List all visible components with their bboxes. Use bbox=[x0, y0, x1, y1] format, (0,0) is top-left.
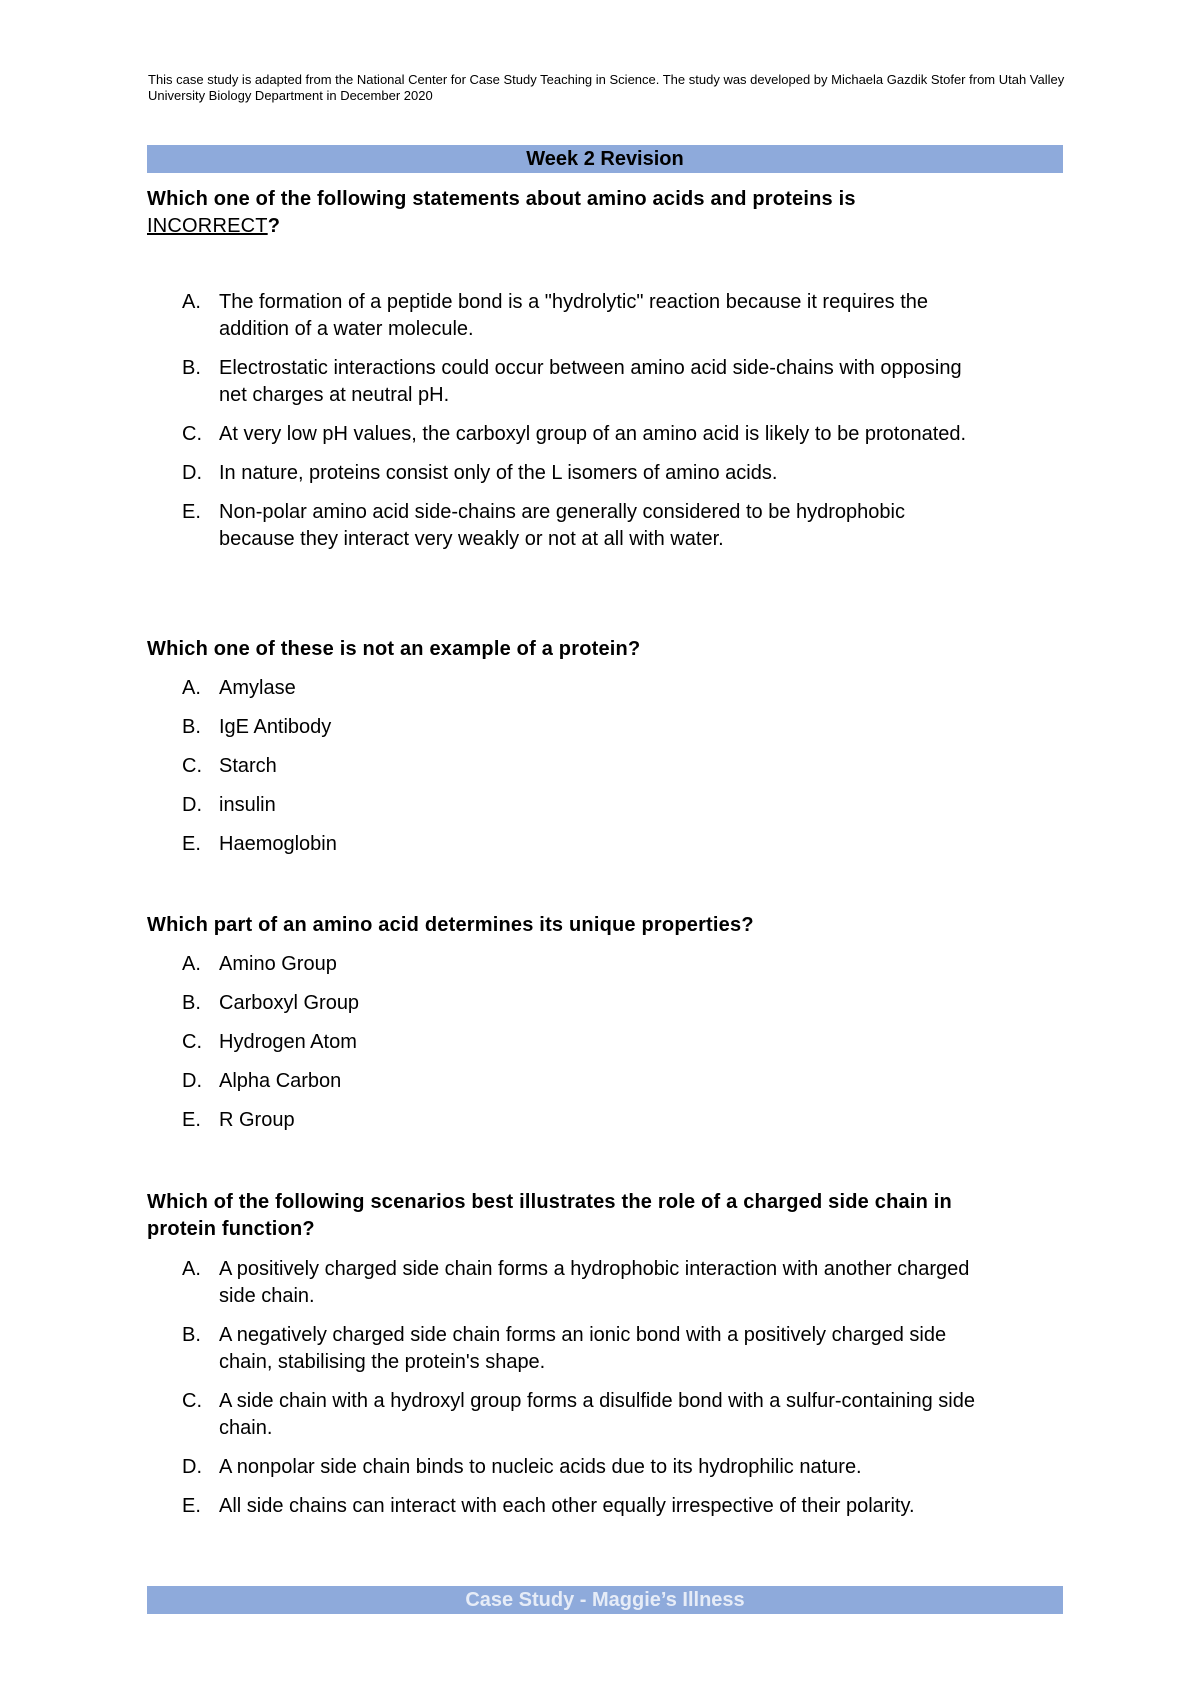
question-4-options bbox=[147, 1256, 977, 1532]
option-text: A side chain with a hydroxyl group forms a disulfide bond with a sulfur-containing side chain. bbox=[219, 1390, 975, 1439]
option-letter: B. bbox=[182, 357, 201, 379]
option-text: Non-polar amino acid side-chains are generally considered to be hydrophobic because they interact very weakly or not at all with water. bbox=[219, 501, 905, 550]
list-item bbox=[147, 714, 977, 741]
attribution-note: This case study is adapted from the National Center for Case Study Teaching in Science. The study was developed by Michaela Gazdik Stofer from Utah Valley University Biology Department in December 2020 bbox=[148, 72, 1065, 103]
list-item bbox=[147, 831, 977, 858]
option-text: A nonpolar side chain binds to nucleic acids due to its hydrophilic nature. bbox=[219, 1456, 862, 1478]
option-letter: D. bbox=[182, 1070, 202, 1092]
list-item bbox=[147, 460, 977, 487]
list-item bbox=[147, 1068, 977, 1095]
footer-title: Case Study - Maggie’s Illness bbox=[147, 1586, 1063, 1614]
option-letter: E. bbox=[182, 1109, 201, 1131]
list-item bbox=[147, 1493, 977, 1520]
option-letter: C. bbox=[182, 755, 202, 777]
option-text: At very low pH values, the carboxyl group of an amino acid is likely to be protonated. bbox=[219, 423, 967, 445]
option-letter: A. bbox=[182, 953, 201, 975]
question-1-prompt-end: ? bbox=[267, 215, 281, 237]
question-3-prompt: Which part of an amino acid determines its unique properties? bbox=[147, 914, 754, 936]
list-item bbox=[147, 355, 977, 409]
option-text: Alpha Carbon bbox=[219, 1070, 342, 1092]
list-item bbox=[147, 1322, 977, 1376]
option-text: The formation of a peptide bond is a "hydrolytic" reaction because it requires the addition of a water molecule. bbox=[219, 291, 929, 340]
option-text: insulin bbox=[219, 794, 276, 816]
option-text: All side chains can interact with each other equally irrespective of their polarity. bbox=[219, 1495, 915, 1517]
question-1-emphasis: INCORRECT bbox=[147, 215, 268, 237]
option-letter: B. bbox=[182, 992, 201, 1014]
option-text: R Group bbox=[219, 1109, 295, 1131]
option-letter: C. bbox=[182, 1390, 202, 1412]
list-item bbox=[147, 1454, 977, 1481]
option-letter: A. bbox=[182, 1258, 201, 1280]
question-3-options bbox=[147, 951, 977, 1146]
option-text: IgE Antibody bbox=[219, 716, 332, 738]
option-text: Electrostatic interactions could occur between amino acid side-chains with opposing net charges at neutral pH. bbox=[219, 357, 962, 406]
list-item bbox=[147, 499, 977, 553]
list-item bbox=[147, 1256, 977, 1310]
option-letter: A. bbox=[182, 291, 201, 313]
list-item bbox=[147, 951, 977, 978]
list-item bbox=[147, 289, 977, 343]
list-item bbox=[147, 1388, 977, 1442]
question-1-options bbox=[147, 289, 977, 565]
list-item bbox=[147, 792, 977, 819]
option-text: A negatively charged side chain forms an ionic bond with a positively charged side chain, stabilising the protein's shape. bbox=[219, 1324, 947, 1373]
list-item bbox=[147, 753, 977, 780]
option-letter: D. bbox=[182, 462, 202, 484]
option-letter: C. bbox=[182, 1031, 202, 1053]
list-item bbox=[147, 421, 977, 448]
section-header: Week 2 Revision bbox=[147, 145, 1063, 173]
option-text: Amylase bbox=[219, 677, 296, 699]
option-text: In nature, proteins consist only of the L isomers of amino acids. bbox=[219, 462, 778, 484]
list-item bbox=[147, 990, 977, 1017]
option-letter: E. bbox=[182, 833, 201, 855]
option-text: Haemoglobin bbox=[219, 833, 337, 855]
option-letter: B. bbox=[182, 1324, 201, 1346]
option-text: A positively charged side chain forms a hydrophobic interaction with another charged side chain. bbox=[219, 1258, 970, 1307]
list-item bbox=[147, 1107, 977, 1134]
list-item bbox=[147, 1029, 977, 1056]
option-letter: D. bbox=[182, 794, 202, 816]
question-2-options bbox=[147, 675, 977, 870]
option-letter: E. bbox=[182, 1495, 201, 1517]
option-letter: A. bbox=[182, 677, 201, 699]
option-letter: E. bbox=[182, 501, 201, 523]
option-text: Starch bbox=[219, 755, 277, 777]
question-2-prompt: Which one of these is not an example of a protein? bbox=[147, 638, 641, 660]
question-4-prompt: Which of the following scenarios best illustrates the role of a charged side chain in protein function? bbox=[147, 1191, 952, 1240]
option-letter: B. bbox=[182, 716, 201, 738]
question-1-prompt bbox=[147, 186, 967, 240]
option-text: Hydrogen Atom bbox=[219, 1031, 357, 1053]
list-item bbox=[147, 675, 977, 702]
option-text: Carboxyl Group bbox=[219, 992, 360, 1014]
question-1-prompt-text: Which one of the following statements about amino acids and proteins is bbox=[147, 188, 856, 210]
option-letter: C. bbox=[182, 423, 202, 445]
option-text: Amino Group bbox=[219, 953, 337, 975]
option-letter: D. bbox=[182, 1456, 202, 1478]
